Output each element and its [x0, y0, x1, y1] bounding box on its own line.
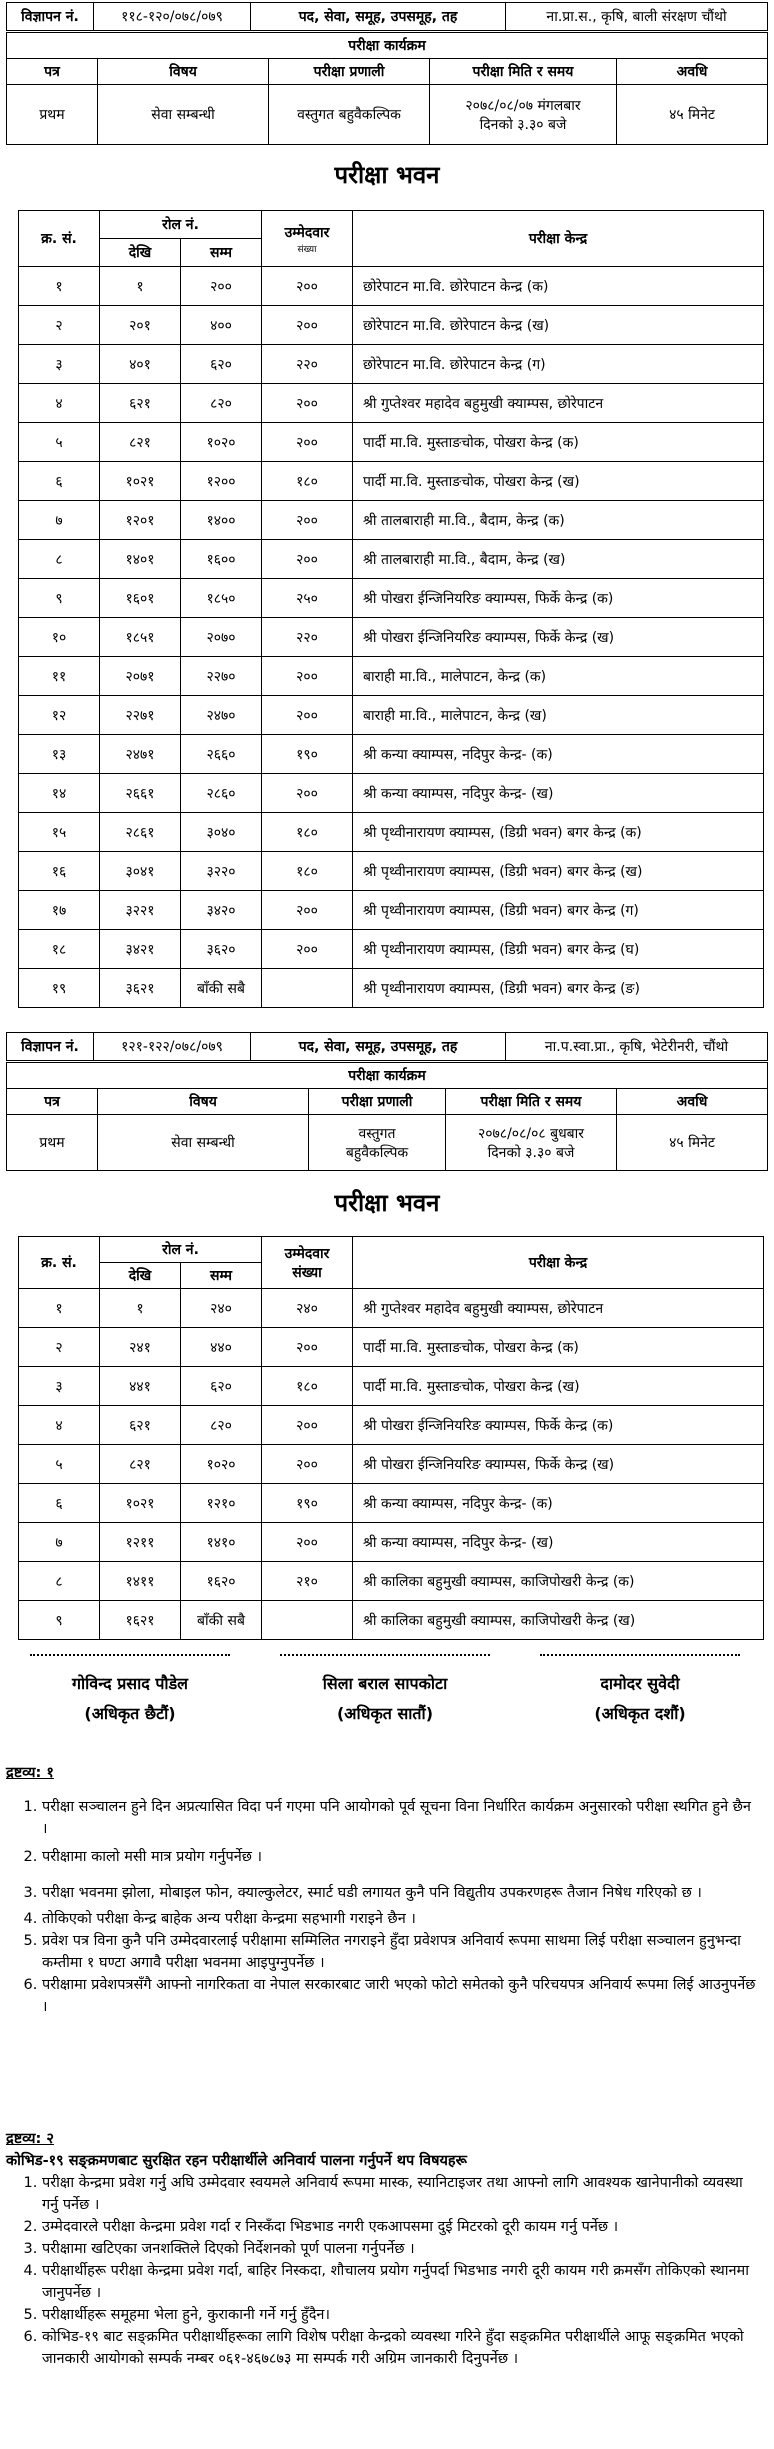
- header-table-2: [6, 1032, 768, 1061]
- list-item: 2. उम्मेदवारले परीक्षा केन्द्रमा प्रवेश गर्दा र निस्कँदा भिडभाड नगरी एकआपसमा दुई मिटरको दूरी कायम गर्नु पर्नेछ ।: [42, 2216, 756, 2238]
- roll-from-cell: १: [100, 267, 181, 306]
- table-row: [19, 969, 764, 1008]
- centre-cell: श्री पृथ्वीनारायण क्याम्पस, (डिग्री भवन) बगर केन्द्र (ख): [353, 852, 764, 891]
- centre-cell: श्री कालिका बहुमुखी क्याम्पस, काजिपोखरी केन्द्र (ख): [353, 1601, 764, 1640]
- col-count: [262, 1237, 353, 1289]
- system-cell: वस्तुगत बहुवैकल्पिक: [269, 85, 430, 145]
- sn-cell: ६: [19, 462, 100, 501]
- sn-cell: २: [19, 1328, 100, 1367]
- table-row: [19, 384, 764, 423]
- roll-to-cell: १४००: [181, 501, 262, 540]
- list-item: 5. प्रवेश पत्र विना कुनै पनि उम्मेदवारलाई परीक्षामा सम्मिलित नगराइने हुँदा प्रवेशपत्र अनिवार्य रूपमा साथमा लिई परीक्षा सञ्चालन हुनुभन्दा कम्तीमा १ घण्टा अगावै परीक्षा भवनमा आइपुग्नुपर्नेछ ।: [42, 1930, 756, 1974]
- list-item: 4. तोकिएको परीक्षा केन्द्र बाहेक अन्य परीक्षा केन्द्रमा सहभागी गराइने छैन ।: [42, 1908, 756, 1930]
- table-row: [19, 1328, 764, 1367]
- table-row: [19, 345, 764, 384]
- table-row: [19, 267, 764, 306]
- col-from: देखि: [100, 1263, 181, 1289]
- roll-from-cell: ३४२१: [100, 930, 181, 969]
- signature-line: [540, 1654, 740, 1656]
- count-cell: २००: [262, 384, 353, 423]
- centre-cell: श्री पृथ्वीनारायण क्याम्पस, (डिग्री भवन) बगर केन्द्र (घ): [353, 930, 764, 969]
- centre-cell: श्री पोखरा ईन्जिनियरिङ क्याम्पस, फिर्के केन्द्र (ख): [353, 618, 764, 657]
- table-row: [19, 774, 764, 813]
- system-line: बहुवैकल्पिक: [345, 1144, 409, 1161]
- roll-from-cell: ३०४१: [100, 852, 181, 891]
- centre-cell: श्री कन्या क्याम्पस, नदिपुर केन्द्र- (ख): [353, 1523, 764, 1562]
- schedule-header-row: [7, 59, 768, 85]
- sn-cell: १: [19, 267, 100, 306]
- roll-from-cell: ६२१: [100, 384, 181, 423]
- signatory-title: (अधिकृत छैटौं): [84, 1704, 176, 1723]
- table-row: [19, 423, 764, 462]
- sn-cell: १७: [19, 891, 100, 930]
- note-1-list: [6, 1796, 756, 2018]
- bhawan-title: परीक्षा भवन: [334, 1189, 440, 1217]
- schedule-header: परीक्षा प्रणाली: [309, 1089, 446, 1115]
- count-cell: २५०: [262, 579, 353, 618]
- count-cell: १९०: [262, 1484, 353, 1523]
- sn-cell: ११: [19, 657, 100, 696]
- count-cell: २००: [262, 1523, 353, 1562]
- sn-cell: १०: [19, 618, 100, 657]
- count-cell: २१०: [262, 1562, 353, 1601]
- table-row: [19, 1601, 764, 1640]
- count-cell: [262, 1601, 353, 1640]
- roll-to-cell: ३४२०: [181, 891, 262, 930]
- list-item: 5. परीक्षार्थीहरू समूहमा भेला हुने, कुराकानी गर्ने गर्नु हुँदैन।: [42, 2304, 756, 2326]
- list-item: 6. कोभिड-१९ बाट सङ्क्रमित परीक्षार्थीहरूका लागि विशेष परीक्षा केन्द्रको व्यवस्था गरिने हुँदा सङ्क्रमित परीक्षार्थीले आफू सङ्क्रमित भएको जानकारी आयोगको सम्पर्क नम्बर ०६१-४६७८७३ मा सम्पर्क गरी अग्रिम जानकारी दिनुपर्नेछ ।: [42, 2326, 756, 2370]
- list-item: 4. परीक्षार्थीहरू परीक्षा केन्द्रमा प्रवेश गर्दा, बाहिर निस्कदा, शौचालय प्रयोग गर्नुपर्दा भिडभाड नगरी दूरी कायम गरी क्रमसँग तोकिएको स्थानमा जानुपर्नेछ ।: [42, 2260, 756, 2304]
- table-row: [19, 735, 764, 774]
- roll-to-cell: बाँकी सबै: [181, 1601, 262, 1640]
- table-row: [19, 813, 764, 852]
- count-cell: २००: [262, 774, 353, 813]
- subject-cell: सेवा सम्बन्धी: [98, 85, 269, 145]
- duration-cell: ४५ मिनेट: [617, 85, 768, 145]
- sn-cell: ८: [19, 540, 100, 579]
- time-line: दिनको ३.३० बजे: [479, 116, 567, 133]
- post-value: ना.प.स्वा.प्रा., कृषि, भेटेरीनरी, चौंथो: [506, 1033, 768, 1061]
- signatory-name: दामोदर सुवेदी: [600, 1674, 680, 1693]
- roll-to-cell: ६२०: [181, 345, 262, 384]
- count-cell: १९०: [262, 735, 353, 774]
- col-count-label: उम्मेदवार: [284, 1245, 330, 1262]
- bhawan-title: परीक्षा भवन: [334, 161, 440, 189]
- subject-cell: सेवा सम्बन्धी: [98, 1115, 309, 1171]
- table-row: [19, 540, 764, 579]
- count-cell: १८०: [262, 462, 353, 501]
- post-label: पद, सेवा, समूह, उपसमूह, तह: [251, 1033, 506, 1061]
- roll-from-cell: २८६१: [100, 813, 181, 852]
- roll-to-cell: १४१०: [181, 1523, 262, 1562]
- roll-to-cell: ३०४०: [181, 813, 262, 852]
- centre-cell: श्री पृथ्वीनारायण क्याम्पस, (डिग्री भवन) बगर केन्द्र (ङ): [353, 969, 764, 1008]
- sn-cell: ४: [19, 384, 100, 423]
- centre-cell: श्री कन्या क्याम्पस, नदिपुर केन्द्र- (ख): [353, 774, 764, 813]
- schedule-header: विषय: [98, 1089, 309, 1115]
- count-cell: १८०: [262, 852, 353, 891]
- sn-cell: ९: [19, 1601, 100, 1640]
- schedule-header: परीक्षा मिति र समय: [430, 59, 617, 85]
- roll-to-cell: १०२०: [181, 423, 262, 462]
- ad-no-value: ११८-१२०/०७८/०७९: [94, 3, 251, 31]
- schedule-row: [7, 85, 768, 145]
- sn-cell: ८: [19, 1562, 100, 1601]
- roll-from-cell: २०७१: [100, 657, 181, 696]
- schedule-header-row: [7, 1089, 768, 1115]
- paper-cell: प्रथम: [7, 85, 98, 145]
- time-line: दिनको ३.३० बजे: [487, 1144, 575, 1161]
- schedule-header: अवधि: [617, 59, 768, 85]
- table-row: [19, 891, 764, 930]
- col-count: [262, 211, 353, 267]
- sn-cell: ७: [19, 1523, 100, 1562]
- table-row: [19, 306, 764, 345]
- note-2-list: [6, 2172, 756, 2370]
- table-row: [19, 462, 764, 501]
- col-to: सम्म: [181, 239, 262, 267]
- schedule-header: परीक्षा प्रणाली: [269, 59, 430, 85]
- count-cell: २००: [262, 540, 353, 579]
- centre-cell: श्री कन्या क्याम्पस, नदिपुर केन्द्र- (क): [353, 735, 764, 774]
- sn-cell: ४: [19, 1406, 100, 1445]
- count-cell: २००: [262, 1328, 353, 1367]
- list-item: 2. परीक्षामा कालो मसी मात्र प्रयोग गर्नुपर्नेछ ।: [42, 1846, 756, 1868]
- col-sn: क्र. सं.: [19, 1237, 100, 1289]
- roll-to-cell: ३६२०: [181, 930, 262, 969]
- roll-from-cell: १०२१: [100, 462, 181, 501]
- schedule-header: पत्र: [7, 59, 98, 85]
- signature-line: [280, 1654, 490, 1656]
- table-row: [19, 579, 764, 618]
- col-sn: क्र. सं.: [19, 211, 100, 267]
- table-row: [19, 1562, 764, 1601]
- roll-to-cell: २०७०: [181, 618, 262, 657]
- schedule-header: परीक्षा मिति र समय: [446, 1089, 617, 1115]
- signature-block: [530, 1672, 750, 1724]
- count-cell: २००: [262, 267, 353, 306]
- count-cell: २००: [262, 930, 353, 969]
- roll-from-cell: १४११: [100, 1562, 181, 1601]
- col-to: सम्म: [181, 1263, 262, 1289]
- centre-cell: छोरेपाटन मा.वि. छोरेपाटन केन्द्र (ख): [353, 306, 764, 345]
- roll-from-cell: ३२२१: [100, 891, 181, 930]
- sn-cell: १२: [19, 696, 100, 735]
- paper-cell: प्रथम: [7, 1115, 98, 1171]
- centre-cell: श्री तालबाराही मा.वि., बैदाम, केन्द्र (क): [353, 501, 764, 540]
- roll-from-cell: ८२१: [100, 423, 181, 462]
- roll-to-cell: १२१०: [181, 1484, 262, 1523]
- roll-from-cell: १: [100, 1289, 181, 1328]
- schedule-title: परीक्षा कार्यक्रम: [7, 33, 768, 59]
- centre-cell: श्री पोखरा ईन्जिनियरिङ क्याम्पस, फिर्के केन्द्र (क): [353, 579, 764, 618]
- table-row: [19, 1484, 764, 1523]
- count-cell: १८०: [262, 813, 353, 852]
- centre-cell: पार्दी मा.वि. मुस्ताङचोक, पोखरा केन्द्र (ख): [353, 462, 764, 501]
- table-row: [19, 1406, 764, 1445]
- roll-to-cell: २२७०: [181, 657, 262, 696]
- centre-cell: श्री गुप्तेश्वर महादेव बहुमुखी क्याम्पस, छोरेपाटन: [353, 1289, 764, 1328]
- header-table-1: [6, 2, 768, 31]
- signature-line: [30, 1654, 230, 1656]
- roll-from-cell: १६०१: [100, 579, 181, 618]
- count-cell: २४०: [262, 1289, 353, 1328]
- note-2-subtitle: कोभिड-१९ सङ्क्रमणबाट सुरक्षित रहन परीक्षार्थीले अनिवार्य पालना गर्नुपर्ने थप विषयहरू: [6, 2153, 467, 2169]
- date-cell: [430, 85, 617, 145]
- schedule-table-1: [6, 32, 768, 145]
- schedule-row: [7, 1115, 768, 1171]
- centre-table-2: [18, 1236, 764, 1640]
- count-cell: [262, 969, 353, 1008]
- sn-cell: १४: [19, 774, 100, 813]
- sn-cell: १: [19, 1289, 100, 1328]
- sn-cell: ५: [19, 1445, 100, 1484]
- roll-from-cell: ८२१: [100, 1445, 181, 1484]
- count-cell: २२०: [262, 618, 353, 657]
- roll-from-cell: २४१: [100, 1328, 181, 1367]
- list-item: 3. परीक्षा भवनमा झोला, मोबाइल फोन, क्याल्कुलेटर, स्मार्ट घडी लगायत कुनै पनि विद्युतीय उपकरणहरू तैजान निषेध गरिएको छ ।: [42, 1882, 756, 1904]
- table-row: [19, 696, 764, 735]
- col-centre: परीक्षा केन्द्र: [353, 1237, 764, 1289]
- list-item: 1. परीक्षा केन्द्रमा प्रवेश गर्नु अघि उम्मेदवार स्वयमले अनिवार्य रूपमा मास्क, स्यानिटाइजर तथा आफ्नो लागि आवश्यक खानेपानीको व्यवस्था गर्नु पर्नेछ ।: [42, 2172, 756, 2216]
- col-count-sub: संख्या: [297, 244, 317, 255]
- roll-from-cell: २०१: [100, 306, 181, 345]
- note-2-title: द्रष्टव्य: २: [6, 2131, 54, 2147]
- sn-cell: ५: [19, 423, 100, 462]
- date-line: २०७८/०८/०८ बुधबार: [477, 1125, 585, 1142]
- sn-cell: ७: [19, 501, 100, 540]
- ad-no-value: १२१-१२२/०७८/०७९: [94, 1033, 251, 1061]
- table-row: [19, 501, 764, 540]
- duration-cell: ४५ मिनेट: [617, 1115, 768, 1171]
- table-row: [19, 930, 764, 969]
- sn-cell: १३: [19, 735, 100, 774]
- sn-cell: १९: [19, 969, 100, 1008]
- roll-from-cell: ४४१: [100, 1367, 181, 1406]
- centre-cell: श्री कालिका बहुमुखी क्याम्पस, काजिपोखरी केन्द्र (क): [353, 1562, 764, 1601]
- col-from: देखि: [100, 239, 181, 267]
- roll-to-cell: २८६०: [181, 774, 262, 813]
- roll-to-cell: ६२०: [181, 1367, 262, 1406]
- signatory-name: सिला बराल सापकोटा: [322, 1674, 448, 1693]
- centre-table-1: [18, 210, 764, 1008]
- sn-cell: २: [19, 306, 100, 345]
- roll-to-cell: २४७०: [181, 696, 262, 735]
- roll-to-cell: ८२०: [181, 384, 262, 423]
- roll-from-cell: १२११: [100, 1523, 181, 1562]
- roll-to-cell: १६२०: [181, 1562, 262, 1601]
- col-count-sub: संख्या: [292, 1264, 322, 1281]
- sn-cell: १६: [19, 852, 100, 891]
- roll-to-cell: १२००: [181, 462, 262, 501]
- schedule-table-2: [6, 1062, 768, 1171]
- schedule-header: पत्र: [7, 1089, 98, 1115]
- roll-from-cell: १२०१: [100, 501, 181, 540]
- roll-to-cell: १०२०: [181, 1445, 262, 1484]
- table-row: [19, 618, 764, 657]
- roll-to-cell: २००: [181, 267, 262, 306]
- table-row: [19, 1367, 764, 1406]
- count-cell: २००: [262, 696, 353, 735]
- count-cell: २००: [262, 423, 353, 462]
- count-cell: २००: [262, 1445, 353, 1484]
- table-row: [19, 657, 764, 696]
- list-item: 3. परीक्षामा खटिएका जनशक्तिले दिएको निर्देशनको पूर्ण पालना गर्नुपर्नेछ ।: [42, 2238, 756, 2260]
- roll-to-cell: २४०: [181, 1289, 262, 1328]
- date-line: २०७८/०८/०७ मंगलबार: [465, 97, 581, 114]
- centre-cell: पार्दी मा.वि. मुस्ताङचोक, पोखरा केन्द्र (ख): [353, 1367, 764, 1406]
- signature-block: [275, 1672, 495, 1724]
- system-cell: [309, 1115, 446, 1171]
- centre-cell: छोरेपाटन मा.वि. छोरेपाटन केन्द्र (क): [353, 267, 764, 306]
- roll-from-cell: ६२१: [100, 1406, 181, 1445]
- centre-cell: छोरेपाटन मा.वि. छोरेपाटन केन्द्र (ग): [353, 345, 764, 384]
- col-roll: रोल नं.: [100, 211, 262, 239]
- centre-cell: श्री पोखरा ईन्जिनियरिङ क्याम्पस, फिर्के केन्द्र (क): [353, 1406, 764, 1445]
- date-cell: [446, 1115, 617, 1171]
- sn-cell: ३: [19, 345, 100, 384]
- roll-to-cell: १६००: [181, 540, 262, 579]
- col-centre: परीक्षा केन्द्र: [353, 211, 764, 267]
- count-cell: २००: [262, 657, 353, 696]
- centre-cell: श्री कन्या क्याम्पस, नदिपुर केन्द्र- (क): [353, 1484, 764, 1523]
- schedule-header: विषय: [98, 59, 269, 85]
- post-label: पद, सेवा, समूह, उपसमूह, तह: [251, 3, 506, 31]
- roll-from-cell: २६६१: [100, 774, 181, 813]
- roll-from-cell: १६२१: [100, 1601, 181, 1640]
- sn-cell: ६: [19, 1484, 100, 1523]
- count-cell: २२०: [262, 345, 353, 384]
- roll-from-cell: १८५१: [100, 618, 181, 657]
- schedule-title: परीक्षा कार्यक्रम: [7, 1063, 768, 1089]
- centre-cell: श्री पोखरा ईन्जिनियरिङ क्याम्पस, फिर्के केन्द्र (ख): [353, 1445, 764, 1484]
- centre-cell: पार्दी मा.वि. मुस्ताङचोक, पोखरा केन्द्र (क): [353, 423, 764, 462]
- note-1: [6, 1762, 756, 2018]
- list-item: 6. परीक्षामा प्रवेशपत्रसँगै आफ्नो नागरिकता वा नेपाल सरकारबाट जारी भएको फोटो समेतको कुनै परिचयपत्र अनिवार्य रूपमा लिई आउनुपर्नेछ ।: [42, 1974, 756, 2018]
- roll-from-cell: ४०१: [100, 345, 181, 384]
- note-2: [6, 2128, 756, 2370]
- ad-no-label: विज्ञापन नं.: [7, 1033, 94, 1061]
- roll-to-cell: ४००: [181, 306, 262, 345]
- sn-cell: १८: [19, 930, 100, 969]
- roll-from-cell: २२७१: [100, 696, 181, 735]
- list-item: 1. परीक्षा सञ्चालन हुने दिन अप्रत्यासित विदा पर्न गएमा पनि आयोगको पूर्व सूचना विना निर्धारित कार्यक्रम अनुसारको परीक्षा स्थगित हुने छैन ।: [42, 1796, 756, 1840]
- roll-from-cell: २४७१: [100, 735, 181, 774]
- col-count-label: उम्मेदवार: [284, 224, 330, 241]
- centre-cell: बाराही मा.वि., मालेपाटन, केन्द्र (क): [353, 657, 764, 696]
- post-value: ना.प्रा.स., कृषि, बाली संरक्षण चौंथो: [506, 3, 768, 31]
- roll-from-cell: ३६२१: [100, 969, 181, 1008]
- sn-cell: १५: [19, 813, 100, 852]
- centre-cell: बाराही मा.वि., मालेपाटन, केन्द्र (ख): [353, 696, 764, 735]
- count-cell: २००: [262, 306, 353, 345]
- roll-from-cell: १०२१: [100, 1484, 181, 1523]
- roll-to-cell: ३२२०: [181, 852, 262, 891]
- centre-cell: श्री पृथ्वीनारायण क्याम्पस, (डिग्री भवन) बगर केन्द्र (क): [353, 813, 764, 852]
- count-cell: २००: [262, 891, 353, 930]
- centre-cell: श्री पृथ्वीनारायण क्याम्पस, (डिग्री भवन) बगर केन्द्र (ग): [353, 891, 764, 930]
- count-cell: २००: [262, 501, 353, 540]
- roll-to-cell: ८२०: [181, 1406, 262, 1445]
- sn-cell: ९: [19, 579, 100, 618]
- roll-to-cell: २६६०: [181, 735, 262, 774]
- system-line: वस्तुगत: [358, 1125, 396, 1142]
- col-roll: रोल नं.: [100, 1237, 262, 1263]
- table-row: [19, 1445, 764, 1484]
- signatory-name: गोविन्द प्रसाद पौडेल: [72, 1674, 188, 1693]
- table-row: [19, 1523, 764, 1562]
- roll-to-cell: ४४०: [181, 1328, 262, 1367]
- count-cell: २००: [262, 1406, 353, 1445]
- centre-cell: पार्दी मा.वि. मुस्ताङचोक, पोखरा केन्द्र (क): [353, 1328, 764, 1367]
- roll-to-cell: बाँकी सबै: [181, 969, 262, 1008]
- table-row: [19, 1289, 764, 1328]
- centre-cell: श्री गुप्तेश्वर महादेव बहुमुखी क्याम्पस, छोरेपाटन: [353, 384, 764, 423]
- signatory-title: (अधिकृत सातौं): [336, 1704, 434, 1723]
- schedule-header: अवधि: [617, 1089, 768, 1115]
- note-1-title: द्रष्टव्य: १: [6, 1765, 54, 1781]
- table-row: [19, 852, 764, 891]
- count-cell: १८०: [262, 1367, 353, 1406]
- sn-cell: ३: [19, 1367, 100, 1406]
- roll-from-cell: १४०१: [100, 540, 181, 579]
- ad-no-label: विज्ञापन नं.: [7, 3, 94, 31]
- signature-block: [20, 1672, 240, 1724]
- signatory-title: (अधिकृत दशौं): [594, 1704, 686, 1723]
- centre-cell: श्री तालबाराही मा.वि., बैदाम, केन्द्र (ख): [353, 540, 764, 579]
- roll-to-cell: १८५०: [181, 579, 262, 618]
